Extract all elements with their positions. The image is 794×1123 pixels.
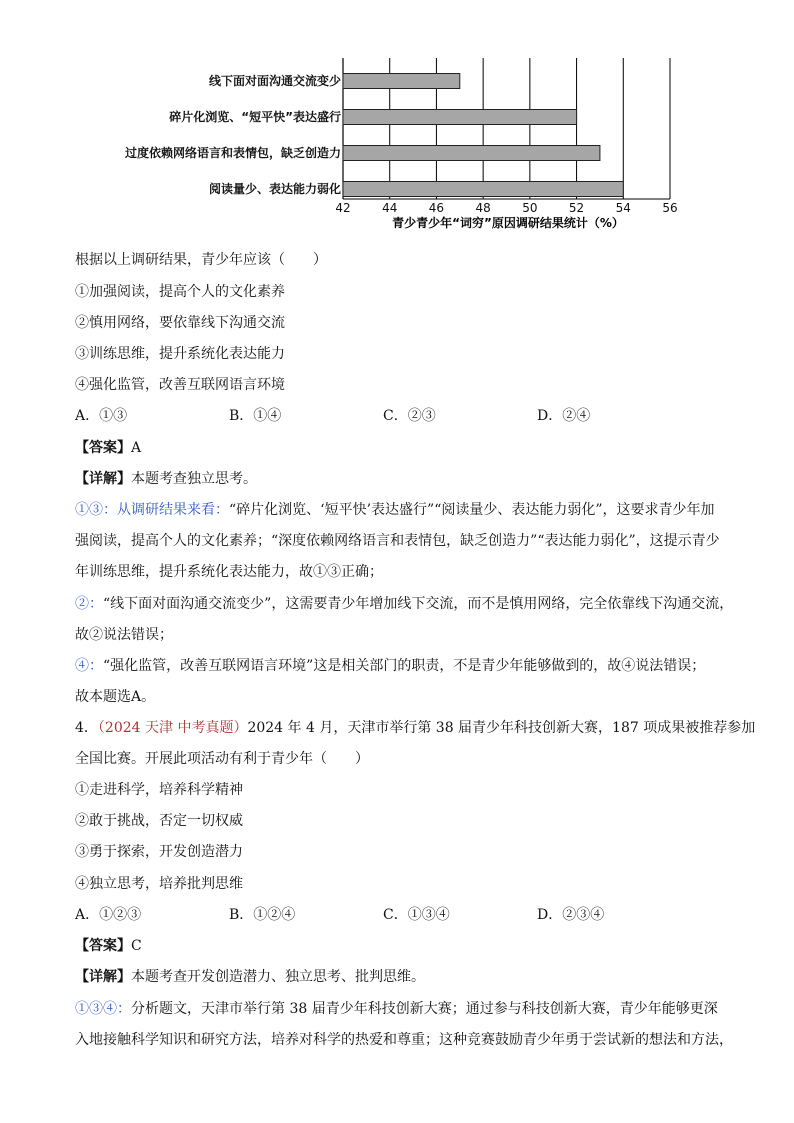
q4-option-c: C．①③④ [383,907,450,923]
q3-option-d: D．②④ [537,408,591,424]
explanation-prefix: ②： [75,596,103,612]
bar [343,182,623,197]
q4-detail [75,967,425,987]
q3-answer [75,438,141,458]
answer-label: 【答案】 [75,938,131,954]
x-tick-label: 50 [522,201,538,215]
q3-stem: 根据以上调研结果，青少年应该（ ） [75,252,327,268]
category-label: 碎片化浏览、“短平快”表达盛行 [169,110,341,124]
q3-explanation-3 [75,656,705,676]
q3-item: ②慎用网络，要依靠线下沟通交流 [75,315,285,331]
q4-item: ②敢于挑战，否定一切权威 [75,813,243,829]
bar [343,74,460,89]
q4-item: ③勇于探索，开发创造潜力 [75,844,243,860]
x-tick-label: 44 [382,201,398,215]
q3-detail [75,469,257,489]
q3-explanation-2-line-2: 故②说法错误； [75,627,173,643]
chart-category-labels [125,73,341,196]
q4-option-d: D．②③④ [537,907,605,923]
answer-value: C [131,938,142,954]
x-tick-label: 56 [662,201,678,215]
x-tick-label: 48 [475,201,491,215]
q3-item: ③训练思维，提升系统化表达能力 [75,346,285,362]
x-tick-label: 54 [615,201,631,215]
q3-explanation-1-line-1 [75,500,715,520]
bar [343,146,600,161]
bar [343,110,577,125]
stem-text: 2024 年 4 月，天津市举行第 38 届青少年科技创新大赛，187 项成果被推荐参加 [247,720,756,736]
q4-option-a: A．①②③ [75,907,142,923]
q4-item: ①走进科学，培养科学精神 [75,782,243,798]
x-tick-label: 46 [428,201,445,215]
q3-conclusion: 故本题选A。 [75,689,156,705]
category-label: 阅读量少、表达能力弱化 [208,182,341,196]
category-label: 线下面对面沟通交流变少 [208,74,341,88]
q3-option-a: A．①③ [75,408,128,424]
question-number: 4． [75,720,98,736]
detail-text: 本题考查独立思考。 [131,471,257,487]
q4-explanation-line-2: 入地接触科学知识和研究方法，培养对科学的热爱和尊重；这种竞赛鼓励青少年勇于尝试新的想法和方法， [75,1032,733,1048]
detail-label: 【详解】 [75,969,131,985]
q3-option-c: C．②③ [383,408,436,424]
q4-item: ④独立思考，培养批判思维 [75,876,243,892]
explanation-prefix: ①③：从调研结果来看： [75,502,229,518]
question-source: （2024 天津 中考真题） [97,720,248,736]
q4-stem-line-1 [75,718,755,738]
x-tick-label: 42 [335,201,351,215]
explanation-text: “线下面对面沟通交流变少”，这需要青少年增加线下交流，而不是慎用网络，完全依靠线下沟通交流， [103,596,734,612]
x-tick-label: 52 [568,201,585,215]
q3-item: ①加强阅读，提高个人的文化素养 [75,284,285,300]
explanation-prefix: ④： [75,658,103,674]
chart-x-axis-label: 青少青少年“词穷”原因调研结果统计（%） [392,216,624,230]
answer-value: A [131,440,142,456]
q3-item: ④强化监管，改善互联网语言环境 [75,377,285,393]
chart-tick-labels [335,201,677,215]
q3-explanation-1-line-3: 年训练思维，提升系统化表达能力，故①③正确； [75,564,383,580]
answer-label: 【答案】 [75,440,131,456]
q4-explanation-line-1 [75,999,718,1019]
bar-chart [0,0,794,240]
detail-text: 本题考查开发创造潜力、独立思考、批判思维。 [131,969,425,985]
q4-answer [75,936,142,956]
q3-explanation-1-line-2: 强阅读，提高个人的文化素养；“深度依赖网络语言和表情包，缺乏创造力”“表达能力弱化”，这提示青少 [75,533,720,549]
q3-explanation-2-line-1 [75,594,733,614]
explanation-text: “强化监管，改善互联网语言环境”这是相关部门的职责，不是青少年能够做到的，故④说法错误； [103,658,706,674]
explanation-text: “碎片化浏览、‘短平快’表达盛行”“阅读量少、表达能力弱化”，这要求青少年加 [229,502,715,518]
q4-option-b: B．①②④ [229,907,296,923]
detail-label: 【详解】 [75,471,131,487]
explanation-text: 分析题文，天津市举行第 38 届青少年科技创新大赛；通过参与科技创新大赛，青少年能够更深 [131,1001,718,1017]
q3-option-b: B．①④ [229,408,282,424]
explanation-prefix: ①③④： [75,1001,131,1017]
category-label: 过度依赖网络语言和表情包，缺乏创造力 [124,146,341,160]
q4-stem-line-2: 全国比赛。开展此项活动有利于青少年（ ） [75,751,369,767]
